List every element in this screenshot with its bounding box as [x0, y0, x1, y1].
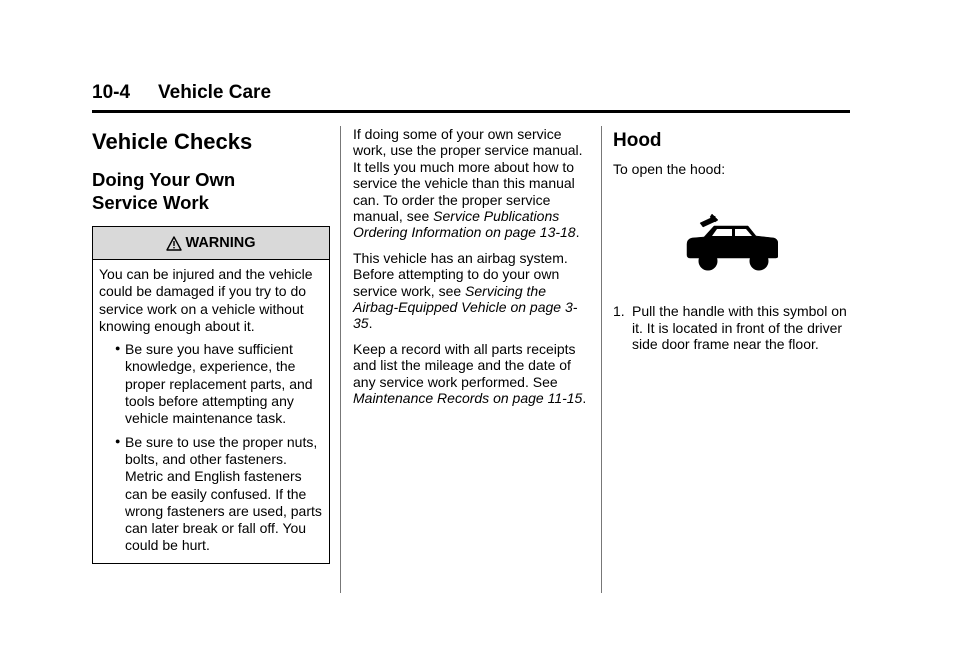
warning-label: WARNING — [185, 235, 256, 251]
column-2 — [353, 126, 589, 416]
hood-steps — [613, 303, 853, 352]
warning-bullet — [99, 341, 323, 427]
hood-title: Hood — [613, 130, 662, 151]
section-title: Vehicle Checks — [92, 129, 253, 154]
column-divider-2 — [601, 126, 602, 593]
subsection-title — [92, 168, 330, 214]
paragraph-records — [353, 341, 589, 407]
cross-reference-link[interactable]: Servicing the Airbag-Equipped Vehicle on page 3-35 — [353, 282, 578, 332]
page-header — [92, 82, 850, 113]
cross-reference-link[interactable]: Maintenance Records on page 11-15 — [353, 390, 583, 407]
warning-bullet-text: Be sure you have sufficient knowledge, experience, the proper replacement parts, and tools before attempting any vehicle maintenance task. — [125, 341, 313, 427]
warning-bullet-text: Be sure to use the proper nuts, bolts, and other fasteners. Metric and English fasteners can be easily confused. If the wrong fasteners are used, parts can later break or fall off. You could be hurt. — [125, 433, 322, 554]
hood-intro: To open the hood: — [613, 161, 726, 177]
hood-release-icon — [686, 212, 778, 272]
header-rule — [92, 110, 850, 113]
paragraph-service-manual — [353, 126, 589, 241]
paragraph-end: . — [575, 224, 580, 241]
column-3 — [613, 126, 853, 353]
step-text: Pull the handle with this symbol on it. It is located in front of the driver side door frame near the floor. — [632, 303, 847, 353]
warning-header — [93, 227, 329, 260]
column-divider-1 — [340, 126, 341, 593]
paragraph-text: This vehicle has an airbag system. Before attempting to do your own service work, see — [353, 249, 568, 299]
subsection-title-line2: Service Work — [92, 192, 209, 213]
bullet-dot: ● — [115, 343, 121, 354]
step-number: 1. — [613, 303, 625, 320]
header-text — [92, 82, 850, 104]
warning-body — [93, 260, 329, 563]
chapter-title: Vehicle Care — [158, 82, 272, 103]
paragraph-end: . — [582, 390, 587, 407]
warning-intro: You can be injured and the vehicle could be damaged if you try to do service work on a vehicle without knowing enough about it. — [99, 266, 313, 334]
column-1 — [92, 126, 330, 564]
warning-icon — [166, 236, 182, 251]
paragraph-text: If doing some of your own service work, use the proper service manual. It tells you much more about how to service the vehicle than this manual can. To order the proper service manual, see — [353, 126, 583, 225]
step-item — [613, 303, 853, 352]
paragraph-airbag — [353, 250, 589, 332]
paragraph-end: . — [368, 315, 373, 332]
bullet-dot: ● — [115, 435, 121, 446]
cross-reference-link[interactable]: Service Publications Ordering Information on page 13-18 — [353, 208, 576, 241]
warning-bullet — [99, 434, 323, 555]
warning-box — [92, 226, 330, 564]
subsection-title-line1: Doing Your Own — [92, 169, 236, 190]
paragraph-text: Keep a record with all parts receipts and list the mileage and the date of any service work performed. See — [353, 340, 576, 390]
page-number: 10-4 — [92, 82, 131, 103]
